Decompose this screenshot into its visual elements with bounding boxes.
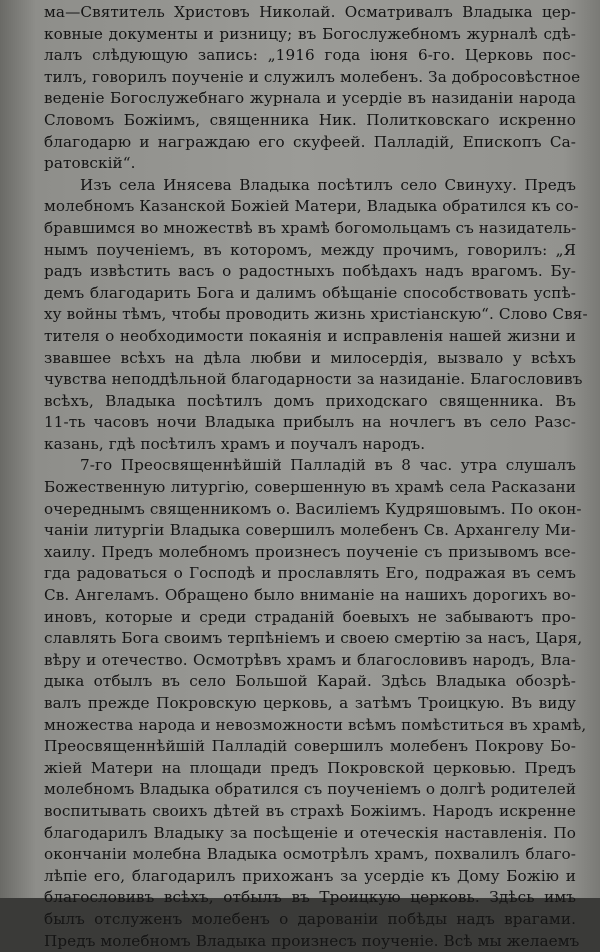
text-line: иновъ, которые и среди страданiй боевыхъ не забываютъ про-	[44, 607, 576, 626]
text-line: ма—Святитель Христовъ Николай. Осматривалъ Владыка цер-	[44, 3, 576, 21]
text-line: 11-ть часовъ ночи Владыка прибылъ на ночлегъ въ село Разс-	[44, 413, 576, 432]
text-line: тителя о необходимости покаянiя и исправленiя нашей жизни и	[44, 326, 576, 345]
text-line: благословивъ всѣхъ, отбылъ въ Троицкую церковь. Здѣсь имъ	[44, 888, 576, 907]
text-line: веденiе Богослужебнаго журнала и усердiе въ назиданiи народа	[44, 89, 576, 108]
text-line: жiей Матери на площади предъ Покровской церковью. Предъ	[44, 758, 576, 777]
text-line: очереднымъ священникомъ о. Василiемъ Кудряшовымъ. По окон-	[44, 499, 582, 518]
text-line: бравшимся во множествѣ въ храмѣ богомольцамъ съ назидатель-	[44, 218, 577, 237]
text-line: казань, гдѣ посѣтилъ храмъ и поучалъ народъ.	[44, 434, 426, 453]
text-line: благодарилъ Владыку за посѣщенiе и отеческiя наставленiя. По	[44, 823, 576, 842]
text-line: чанiи литургiи Владыка совершилъ молебенъ Св. Архангелу Ми-	[44, 521, 576, 540]
text-line: лѣпiе его, благодарилъ прихожанъ за усердiе къ Дому Божiю и	[44, 866, 576, 885]
text-line: вѣру и отечество. Осмотрѣвъ храмъ и благословивъ народъ, Вла-	[44, 650, 576, 669]
text-line: ратовскiй“.	[44, 154, 136, 173]
text-line: демъ благодарить Бога и далимъ обѣщанiе способствовать успѣ-	[44, 283, 576, 302]
paragraph-2	[44, 175, 588, 456]
text-line: былъ отслуженъ молебенъ о дарованiи побѣды надъ врагами.	[44, 909, 576, 928]
text-line: валъ прежде Покровскую церковь, а затѣмъ Троицкую. Въ виду	[44, 694, 576, 712]
text-line: дыка отбылъ въ село Большой Карай. Здѣсь Владыка обозрѣ-	[44, 672, 576, 691]
text-line: благодарю и награждаю его скуфеей. Палладiй, Епископъ Са-	[44, 132, 576, 151]
text-line: лалъ слѣдующую запись: „1916 года iюня 6-го. Церковь пос-	[44, 46, 576, 65]
text-line: воспитывать своихъ дѣтей въ страхѣ Божiимъ. Народъ искренне	[44, 801, 576, 820]
text-line: окончанiи молебна Владыка осмотрѣлъ храмъ, похвалилъ благо-	[44, 845, 576, 864]
paragraph-1	[44, 2, 581, 175]
text-line: хаилу. Предъ молебномъ произнесъ поученiе съ призывомъ все-	[44, 542, 576, 561]
text-line: молебномъ Казанской Божiей Матери, Владыка обратился къ со-	[44, 197, 579, 216]
text-line: славлять Бога своимъ терпѣнiемъ и своею смертiю за насъ, Царя,	[44, 629, 583, 648]
text-line: Св. Ангеламъ. Обращено было вниманiе на нашихъ дорогихъ во-	[44, 586, 576, 605]
text-line: чувства неподдѣльной благодарности за назиданiе. Благословивъ	[44, 370, 583, 389]
text-line: Словомъ Божiимъ, священника Ник. Политковскаго искренно	[44, 110, 576, 129]
text-line: множества народа и невозможности всѣмъ помѣститься въ храмѣ,	[44, 715, 587, 734]
text-line: всѣхъ, Владыка посѣтилъ домъ приходскаго священника. Въ	[44, 391, 576, 410]
text-line: нымъ поученiемъ, въ которомъ, между прочимъ, говорилъ: „Я	[44, 240, 576, 259]
text-line: гда радоваться о Господѣ и прославлять Его, подражая въ семъ	[44, 564, 576, 583]
text-line: ковные документы и ризницу; въ Богослужебномъ журналѣ сдѣ-	[44, 24, 576, 43]
text-line: ху войны тѣмъ, чтобы проводить жизнь христiанскую“. Слово Свя-	[44, 305, 588, 324]
text-line: Божественную литургiю, совершенную въ храмѣ села Расказани	[44, 478, 576, 497]
text-line: Предъ молебномъ Владыка произнесъ поученiе. Всѣ мы желаемъ	[44, 931, 580, 950]
text-line: тилъ, говорилъ поученiе и служилъ молебенъ. За добросовѣстное	[44, 67, 581, 86]
text-line: молебномъ Владыка обратился съ поученiемъ о долгѣ родителей	[44, 780, 577, 799]
text-line: Изъ села Инясева Владыка посѣтилъ село Свинуху. Предъ	[80, 175, 576, 194]
text-line: звавшее всѣхъ на дѣла любви и милосердiя, вызвало у всѣхъ	[44, 348, 576, 367]
text-line: Преосвященнѣйшiй Палладiй совершилъ молебенъ Покрову Бо-	[44, 737, 576, 756]
text-line: 7-го Преосвященнѣйшiй Палладiй въ 8 час. утра слушалъ	[80, 456, 576, 475]
paragraph-3	[44, 455, 587, 952]
text-line: радъ извѣстить васъ о радостныхъ побѣдахъ надъ врагомъ. Бу-	[44, 262, 576, 281]
